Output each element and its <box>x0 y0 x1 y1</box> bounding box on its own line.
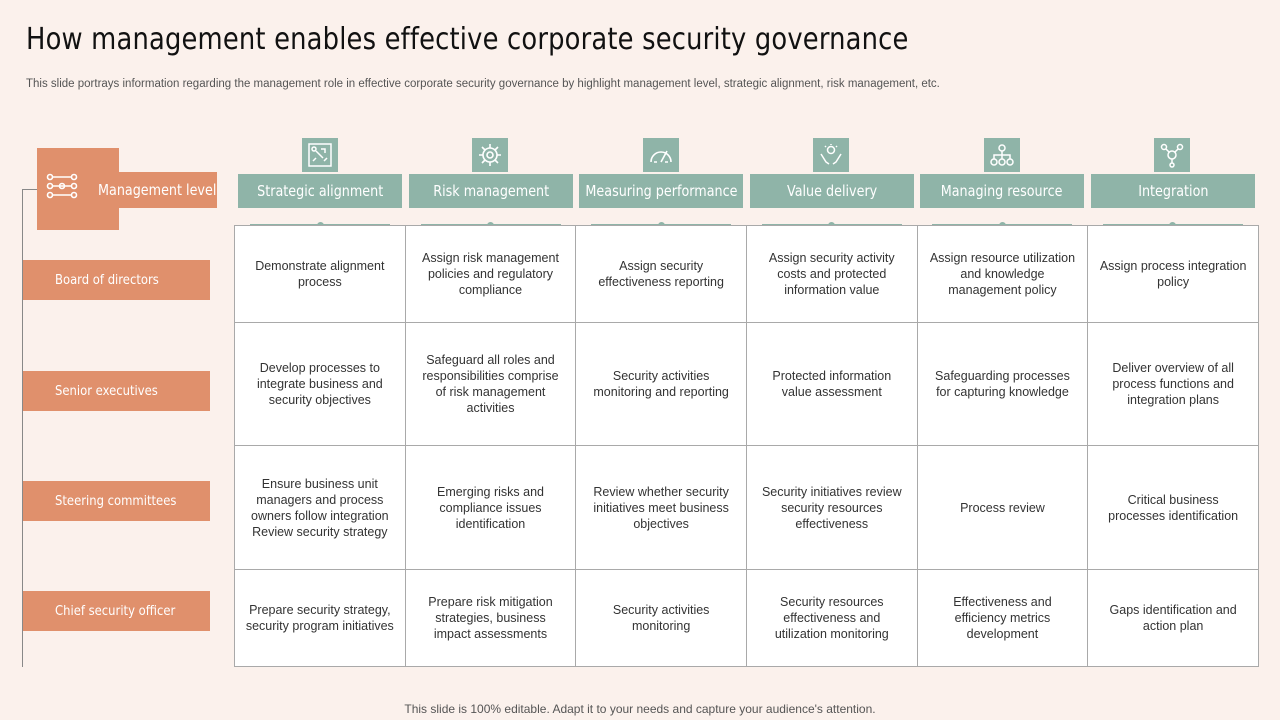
table-cell: Deliver overview of all process functions and integration plans <box>1088 322 1259 446</box>
table-cell: Demonstrate alignment process <box>235 226 406 323</box>
column-header-label: Measuring performance <box>584 182 738 200</box>
table-cell: Security initiatives review security resources effectiveness <box>746 446 917 570</box>
table-cell: Emerging risks and compliance issues identification <box>405 446 576 570</box>
strategy-board-icon <box>302 138 338 172</box>
column-header-value-delivery <box>750 174 914 208</box>
table-row <box>235 570 1259 667</box>
table-cell: Effectiveness and efficiency metrics development <box>917 570 1088 667</box>
table-cell: Safeguarding processes for capturing knowledge <box>917 322 1088 446</box>
table-cell: Assign security effectiveness reporting <box>576 226 747 323</box>
table-cell: Develop processes to integrate business and security objectives <box>235 322 406 446</box>
role-board-of-directors <box>23 260 210 300</box>
table-cell: Prepare risk mitigation strategies, business impact assessments <box>405 570 576 667</box>
left-connector-stub <box>22 189 38 190</box>
column-header-strategic-alignment <box>238 174 402 208</box>
table-row <box>235 322 1259 446</box>
table-cell: Security activities monitoring and reporting <box>576 322 747 446</box>
table-cell: Assign security activity costs and protected information value <box>746 226 917 323</box>
table-row <box>235 226 1259 323</box>
table-cell: Gaps identification and action plan <box>1088 570 1259 667</box>
column-header-measuring-performance <box>579 174 743 208</box>
column-header-label: Strategic alignment <box>256 182 384 200</box>
role-label: Senior executives <box>55 383 158 399</box>
column-header-label: Integration <box>1137 182 1209 200</box>
column-header-label: Value delivery <box>786 182 878 200</box>
slide-subtitle: This slide portrays information regarding the management role in effective corporate security governance by highlight management level, strategic alignment, risk management, etc. <box>26 78 940 90</box>
slide-footer: This slide is 100% editable. Adapt it to your needs and capture your audience's attention. <box>404 702 876 716</box>
role-label: Chief security officer <box>55 603 176 619</box>
table-cell: Assign process integration policy <box>1088 226 1259 323</box>
table-cell: Security activities monitoring <box>576 570 747 667</box>
column-header-integration <box>1091 174 1255 208</box>
management-level-header <box>86 172 217 208</box>
column-header-label: Risk management <box>433 182 549 200</box>
network-resource-icon <box>984 138 1020 172</box>
table-cell: Safeguard all roles and responsibilities comprise of risk management activities <box>405 322 576 446</box>
gear-risk-icon <box>472 138 508 172</box>
integration-gears-icon <box>1154 138 1190 172</box>
gauge-icon <box>643 138 679 172</box>
hands-value-icon <box>813 138 849 172</box>
column-header-managing-resource <box>920 174 1084 208</box>
org-structure-icon <box>46 172 80 206</box>
table-row <box>235 446 1259 570</box>
table-cell: Process review <box>917 446 1088 570</box>
role-label: Steering committees <box>55 493 177 509</box>
table-cell: Review whether security initiatives meet business objectives <box>576 446 747 570</box>
column-header-risk-management <box>409 174 573 208</box>
table-cell: Protected information value assessment <box>746 322 917 446</box>
role-steering-committees <box>23 481 210 521</box>
table-cell: Ensure business unit managers and process owners follow integration Review security strategy <box>235 446 406 570</box>
management-level-label: Management level <box>98 181 217 199</box>
role-label: Board of directors <box>55 272 159 288</box>
table-cell: Security resources effectiveness and utilization monitoring <box>746 570 917 667</box>
role-chief-security-officer <box>23 591 210 631</box>
table-cell: Prepare security strategy, security program initiatives <box>235 570 406 667</box>
table-cell: Assign risk management policies and regulatory compliance <box>405 226 576 323</box>
slide-title: How management enables effective corporate security governance <box>26 22 909 57</box>
table-cell: Critical business processes identification <box>1088 446 1259 570</box>
table-cell: Assign resource utilization and knowledge management policy <box>917 226 1088 323</box>
governance-matrix <box>234 225 1259 667</box>
role-senior-executives <box>23 371 210 411</box>
column-header-label: Managing resource <box>941 182 1063 200</box>
